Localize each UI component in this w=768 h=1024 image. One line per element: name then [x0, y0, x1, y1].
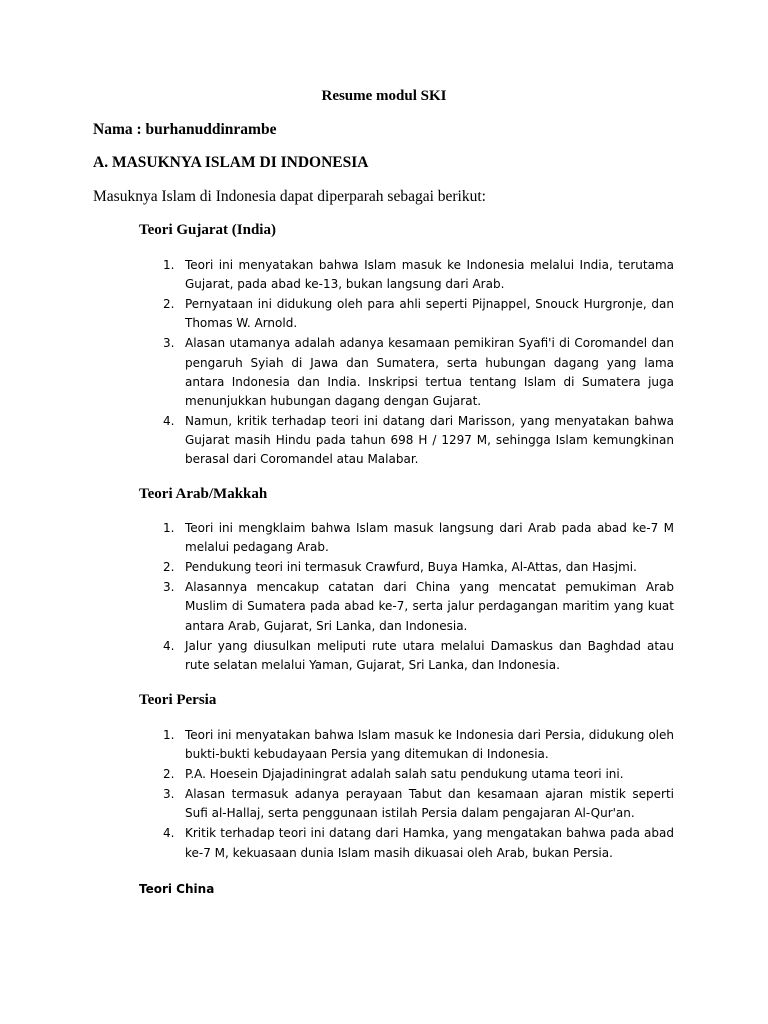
list-text: Alasan utamanya adalah adanya kesamaan pemikiran Syafi'i di Coromandel dan pengaruh Syiah di Jawa dan Sumatera, serta hubungan dagang yang lama antara Indonesia dan India. Inskripsi tertua tentang Islam di Sumatera juga menunjukkan hubungan dagang dengan Gujarat. [185, 336, 674, 409]
list-number: 2. [163, 767, 175, 782]
list-item [163, 295, 674, 333]
list-text: Namun, kritik terhadap teori ini datang dari Marisson, yang menyatakan bahwa Gujarat masih Hindu pada tahun 698 H / 1297 M, sehingga Islam kemungkinan berasal dari Coromandel atau Malabar. [185, 414, 674, 467]
list-text: Alasan termasuk adanya perayaan Tabut dan kesamaan ajaran mistik seperti Sufi al-Hallaj, serta penggunaan istilah Persia dalam pengajaran Al-Qur'an. [185, 787, 674, 821]
list-text: Kritik terhadap teori ini datang dari Hamka, yang mengatakan bahwa pada abad ke-7 M, kekuasaan dunia Islam masih dikuasai oleh Arab, bukan Persia. [185, 826, 674, 860]
list-number: 3. [163, 336, 175, 351]
theory-points-arab [163, 519, 674, 676]
list-item [163, 334, 674, 411]
list-number: 2. [163, 560, 175, 575]
list-text: Teori ini menyatakan bahwa Islam masuk ke Indonesia melalui India, terutama Gujarat, pada abad ke-13, bukan langsung dari Arab. [185, 258, 674, 292]
list-text: Teori ini mengklaim bahwa Islam masuk langsung dari Arab pada abad ke-7 M melalui pedagang Arab. [185, 521, 674, 555]
theory-points-gujarat [163, 256, 674, 470]
list-number: 4. [163, 826, 175, 841]
list-item [163, 412, 674, 470]
theory-heading-china: Teori China [139, 882, 215, 896]
list-item [163, 726, 674, 764]
theory-points-persia [163, 726, 674, 864]
list-text: Teori ini menyatakan bahwa Islam masuk ke Indonesia dari Persia, didukung oleh bukti-bukti kebudayaan Persia yang ditemukan di Indonesia. [185, 728, 674, 762]
list-item [163, 558, 674, 577]
theory-heading-persia: Teori Persia [139, 692, 217, 708]
list-item [163, 824, 674, 862]
list-item [163, 578, 674, 636]
list-text: P.A. Hoesein Djajadiningrat adalah salah satu pendukung utama teori ini. [185, 767, 624, 782]
list-text: Jalur yang diusulkan meliputi rute utara melalui Damaskus dan Baghdad atau rute selatan melalui Yaman, Gujarat, Sri Lanka, dan Indonesia. [185, 638, 674, 672]
list-number: 3. [163, 787, 175, 802]
list-number: 1. [163, 521, 175, 535]
document-title: Resume modul SKI [321, 88, 447, 104]
list-item [163, 637, 674, 675]
list-item [163, 256, 674, 294]
intro-paragraph: Masuknya Islam di Indonesia dapat diperparah sebagai berikut: [93, 188, 486, 205]
list-number: 4. [163, 638, 175, 653]
theory-heading-arab: Teori Arab/Makkah [139, 486, 268, 502]
list-item [163, 785, 674, 823]
list-text: Alasannya mencakup catatan dari China yang mencatat pemukiman Arab Muslim di Sumatera pada abad ke-7, serta jalur perdagangan maritim yang kuat antara Arab, Gujarat, Sri Lanka, dan Indonesia. [185, 580, 674, 633]
list-item [163, 765, 674, 784]
list-item [163, 519, 674, 557]
list-number: 1. [163, 728, 175, 742]
list-number: 3. [163, 580, 175, 595]
list-text: Pendukung teori ini termasuk Crawfurd, Buya Hamka, Al-Attas, dan Hasjmi. [185, 560, 637, 575]
list-text: Pernyataan ini didukung oleh para ahli seperti Pijnappel, Snouck Hurgronje, dan Thomas W. Arnold. [185, 297, 674, 331]
list-number: 1. [163, 258, 175, 272]
section-heading: A. MASUKNYA ISLAM DI INDONESIA [93, 154, 369, 171]
author-name-line: Nama : burhanuddinrambe [93, 121, 277, 138]
list-number: 2. [163, 297, 175, 312]
list-number: 4. [163, 414, 175, 429]
theory-heading-gujarat: Teori Gujarat (India) [139, 222, 276, 238]
